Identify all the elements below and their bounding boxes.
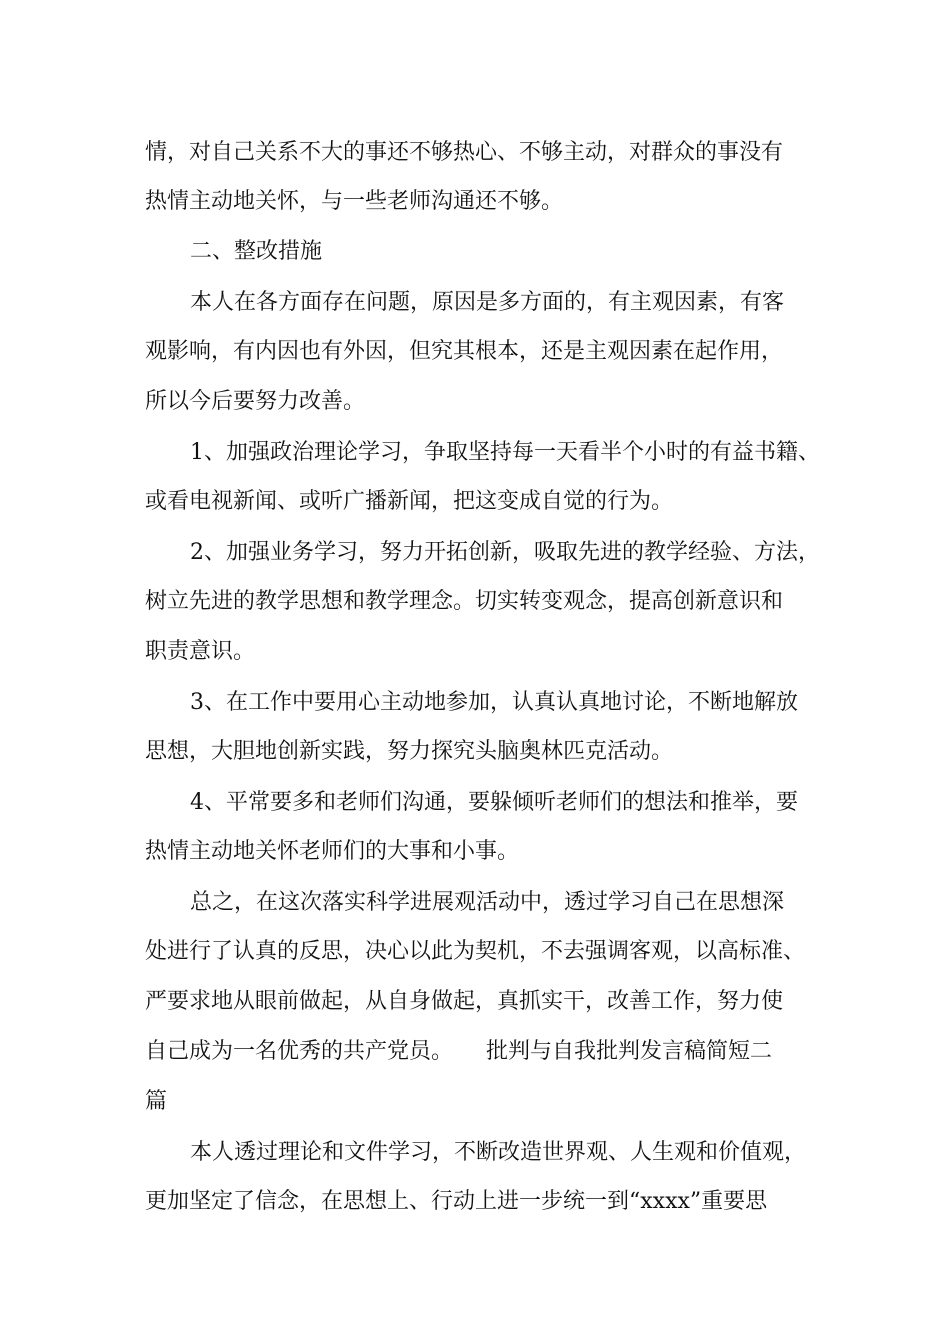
- text-line: 所以今后要努力改善。: [145, 389, 366, 414]
- text-line: 4、平常要多和老师们沟通，要躲倾听老师们的想法和推举，要: [190, 790, 798, 815]
- text-line: 职责意识。: [145, 639, 256, 664]
- text-line: 树立先进的教学思想和教学理念。切实转变观念，提高创新意识和: [145, 589, 784, 614]
- text-line: 2、加强业务学习，努力开拓创新，吸取先进的教学经验、方法，: [190, 540, 820, 565]
- text-line: 1、加强政治理论学习，争取坚持每一天看半个小时的有益书籍、: [190, 440, 820, 465]
- text-line: 热情主动地关怀，与一些老师沟通还不够。: [145, 189, 564, 214]
- text-line: 本人透过理论和文件学习，不断改造世界观、人生观和价值观，: [190, 1140, 807, 1165]
- text-line: 3、在工作中要用心主动地参加，认真认真地讨论，不断地解放: [190, 690, 798, 715]
- text-line: 本人在各方面存在问题，原因是多方面的，有主观因素，有客: [190, 290, 785, 315]
- text-line: 自己成为一名优秀的共产党员。 批判与自我批判发言稿简短二: [145, 1039, 773, 1064]
- text-line: 或看电视新闻、或听广播新闻，把这变成自觉的行为。: [145, 489, 674, 514]
- text-line: 更加坚定了信念，在思想上、行动上进一步统一到“xxxx”重要思: [145, 1189, 768, 1214]
- text-line: 严要求地从眼前做起，从自身做起，真抓实干，改善工作，努力使: [145, 989, 784, 1014]
- text-line: 思想，大胆地创新实践，努力探究头脑奥林匹克活动。: [145, 739, 674, 764]
- text-line: 篇: [145, 1089, 168, 1114]
- text-line: 总之，在这次落实科学进展观活动中，透过学习自己在思想深: [190, 890, 785, 915]
- text-line: 热情主动地关怀老师们的大事和小事。: [145, 839, 520, 864]
- text-line: 处进行了认真的反思，决心以此为契机，不去强调客观，以高标准、: [145, 939, 806, 964]
- section-heading: 二、整改措施: [190, 239, 323, 264]
- text-line: 情，对自己关系不大的事还不够热心、不够主动，对群众的事没有: [145, 140, 784, 165]
- text-line: 观影响，有内因也有外因，但究其根本，还是主观因素在起作用，: [145, 339, 784, 364]
